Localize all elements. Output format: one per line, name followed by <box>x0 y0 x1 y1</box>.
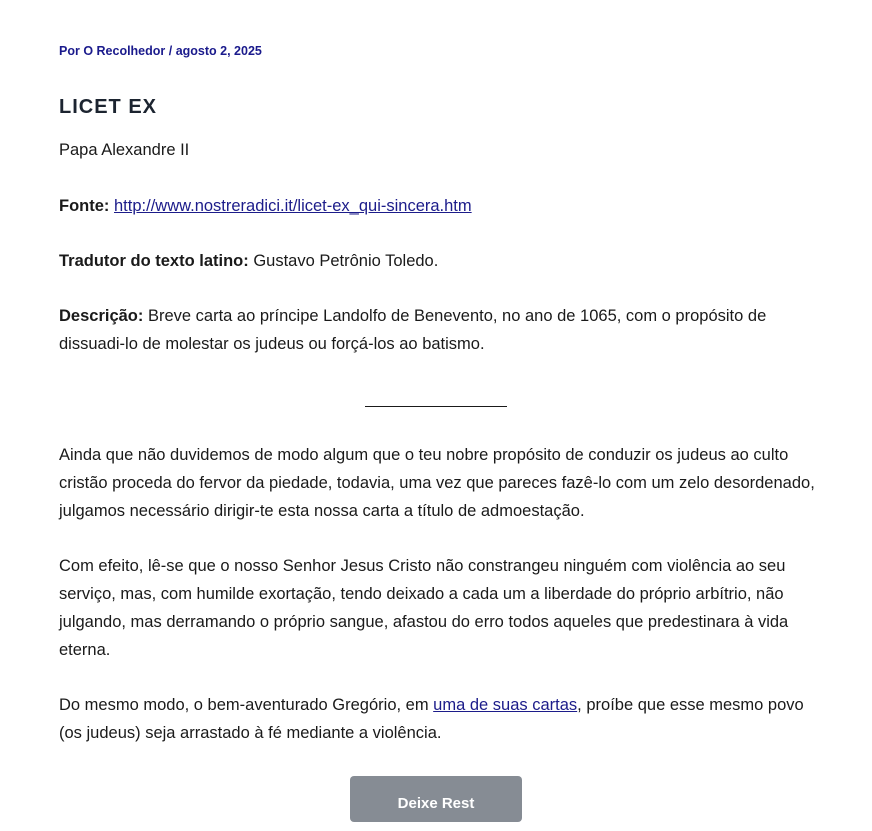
description-value: Breve carta ao príncipe Landolfo de Benevento, no ano de 1065, com o propósito de dissuadi-lo de molestar os judeus ou forçá-los ao batismo. <box>59 307 767 353</box>
article-title: LICET EX <box>59 96 158 118</box>
translator-label: Tradutor do texto latino: <box>59 252 249 270</box>
description-paragraph <box>59 302 819 358</box>
body-paragraph-1: Ainda que não duvidemos de modo algum que o teu nobre propósito de conduzir os judeus ao culto cristão proceda do fervor da piedade, todavia, uma vez que pareces fazê-lo com um zelo desordenado, julgamos necessário dirigir-te esta nossa carta a título de admoestação. <box>59 446 815 520</box>
letter-link[interactable]: uma de suas cartas <box>433 696 578 714</box>
translator-line <box>59 247 819 275</box>
author-link[interactable]: O Recolhedor <box>83 44 166 58</box>
source-link[interactable]: http://www.nostreradici.it/licet-ex_qui-sincera.htm <box>114 197 472 215</box>
post-meta <box>59 44 262 58</box>
paragraph-3-text-end: , proíbe que esse mesmo povo (os judeus) seja arrastado à fé mediante a violência. <box>59 696 804 742</box>
source-line <box>59 192 819 220</box>
author-line: Papa Alexandre II <box>59 141 190 159</box>
section-divider <box>365 392 507 407</box>
body-paragraph-3 <box>59 691 819 747</box>
leave-comment-button[interactable]: Deixe Rest <box>350 776 522 822</box>
source-label: Fonte: <box>59 197 110 215</box>
meta-separator: / <box>165 44 176 58</box>
meta-prefix: Por <box>59 44 84 58</box>
translator-value: Gustavo Petrônio Toledo. <box>248 252 439 270</box>
paragraph-3-text-start: Do mesmo modo, o bem-aventurado Gregório, em <box>59 696 434 714</box>
description-label: Descrição: <box>59 307 144 325</box>
date-link[interactable]: agosto 2, 2025 <box>175 44 262 58</box>
body-paragraph-2: Com efeito, lê-se que o nosso Senhor Jesus Cristo não constrangeu ninguém com violência ao seu serviço, mas, com humilde exortação, tendo deixado a cada um a liberdade do próprio arbítrio, não julgando, mas derramando o próprio sangue, afastou do erro todos aqueles que predestinara à vida eterna. <box>59 557 789 659</box>
